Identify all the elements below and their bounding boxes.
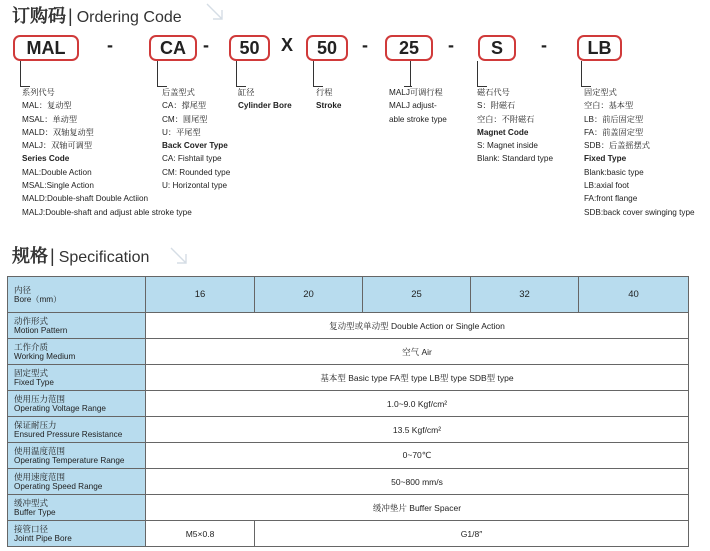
- magnet-code-description: 磁石代号 S：附磁石 空白：不附磁石 Magnet Code S: Magnet inside Blank: Standard type: [477, 88, 554, 164]
- spec-value-cell: 0~70℃: [146, 443, 689, 469]
- table-row: 使用压力范围 Operating Voltage Range 1.0~9.0 Kgf/cm²: [8, 391, 689, 417]
- ordering-code-title: 订购码 | Ordering Code: [12, 2, 182, 28]
- code-series-box: MAL: [13, 35, 79, 61]
- bore-value-cell: 40: [579, 277, 689, 313]
- code-back-cover-box: CA: [149, 35, 197, 61]
- table-row: 保证耐压力 Ensured Pressure Resistance 13.5 Kgf/cm²: [8, 417, 689, 443]
- bore-value-cell: 32: [471, 277, 579, 313]
- separator-dash: -: [203, 35, 209, 55]
- bore-header-row: [8, 277, 689, 313]
- table-row: 使用温度范围 Operating Temperature Range 0~70℃: [8, 443, 689, 469]
- adjust-stroke-description: MALJ可调行程 MALJ adjust- able stroke type: [389, 88, 447, 124]
- ordering-title-cn: 订购码: [12, 6, 66, 26]
- bore-value-cell: 16: [146, 277, 255, 313]
- spec-value-cell: 缓冲垫片 Buffer Spacer: [146, 495, 689, 521]
- spec-value-cell: 基本型 Basic type FA型 type LB型 type SDB型 type: [146, 365, 689, 391]
- separator-dash: -: [107, 35, 113, 55]
- code-bore-box: 50: [229, 35, 270, 61]
- ordering-title-en: Ordering Code: [76, 9, 182, 26]
- spec-title-en: Specification: [58, 249, 150, 266]
- spec-value-cell: 复动型或单动型 Double Action or Single Action: [146, 313, 689, 339]
- table-row: 固定型式 Fixed Type 基本型 Basic type FA型 type LB型 type SDB型 type: [8, 365, 689, 391]
- series-code-description: 系列代号 MAL：复动型 MSAL：单动型 MALD：双轴复动型 MALJ：双轴可调型 Series Code MAL:Double Action MSAL:Single Action MALD:Double-shaft Double Actiion MALJ:Double-shaft and adjust able stroke type: [22, 88, 192, 217]
- table-row: 使用速度范围 Operating Speed Range 50~800 mm/s: [8, 469, 689, 495]
- arrow-decoration-icon: [204, 0, 226, 22]
- arrow-decoration-icon: [168, 244, 190, 266]
- table-row: 动作形式 Motion Pattern 复动型或单动型 Double Action or Single Action: [8, 313, 689, 339]
- code-adjust-stroke-box: 25: [385, 35, 433, 61]
- bore-value-cell: 20: [255, 277, 363, 313]
- table-row: 接管口径 Jointt Pipe Bore M5×0.8 G1/8″: [8, 521, 689, 547]
- stroke-description: 行程 Stroke: [316, 88, 342, 111]
- code-magnet-box: S: [478, 35, 516, 61]
- spec-value-cell: 13.5 Kgf/cm²: [146, 417, 689, 443]
- spec-value-cell: M5×0.8: [146, 521, 255, 547]
- specification-table: [7, 276, 689, 547]
- spec-value-cell: 50~800 mm/s: [146, 469, 689, 495]
- cylinder-bore-description: 缸径 Cylinder Bore: [238, 88, 292, 111]
- spec-value-cell: 1.0~9.0 Kgf/cm²: [146, 391, 689, 417]
- code-fixed-type-box: LB: [577, 35, 622, 61]
- fixed-type-description: 固定型式 空白：基本型 LB：前后固定型 FA：前盖固定型 SDB：后盖摇摆式 Fixed Type Blank:basic type LB:axial foot FA:front flange SDB:back cover swinging type: [584, 88, 695, 217]
- bore-label-cell: 内径 Bore（mm）: [8, 277, 146, 313]
- spec-value-cell: 空气 Air: [146, 339, 689, 365]
- back-cover-description: 后盖型式 CA：撑尾型 CM：圆尾型 U：平尾型 Back Cover Type CA: Fishtail type CM: Rounded type U: Horizontal type: [162, 88, 231, 191]
- spec-value-cell: G1/8″: [255, 521, 689, 547]
- separator-dash: -: [362, 35, 368, 55]
- separator-dash: -: [448, 35, 454, 55]
- table-row: 工作介质 Working Medium 空气 Air: [8, 339, 689, 365]
- separator-dash: -: [541, 35, 547, 55]
- separator-x: X: [281, 35, 294, 55]
- code-stroke-box: 50: [306, 35, 348, 61]
- specification-title: 规格 | Specification: [12, 242, 149, 268]
- table-row: 缓冲型式 Buffer Type 缓冲垫片 Buffer Spacer: [8, 495, 689, 521]
- spec-title-cn: 规格: [12, 246, 48, 266]
- bore-value-cell: 25: [363, 277, 471, 313]
